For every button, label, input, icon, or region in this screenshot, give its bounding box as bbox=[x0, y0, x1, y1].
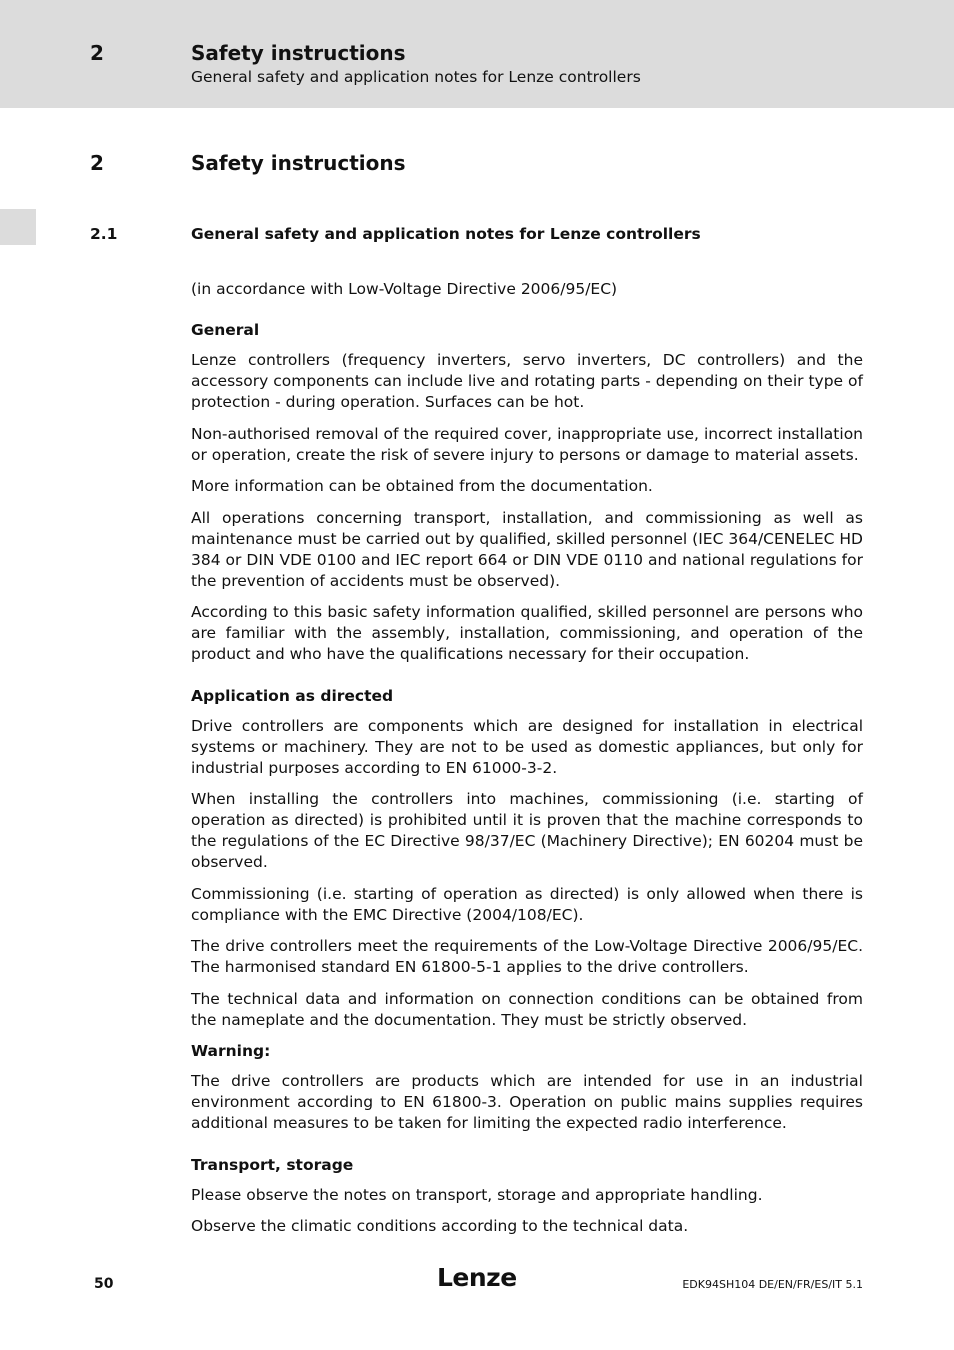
page-number: 50 bbox=[94, 1276, 114, 1292]
paragraph: Please observe the notes on transport, storage and appropriate handling. bbox=[191, 1185, 763, 1204]
paragraph: Lenze controllers (frequency inverters, servo inverters, DC controllers) and the accessory components can include live and rotating parts - depending on their type of protection - during operation. Surfaces can be hot. bbox=[191, 351, 863, 411]
paragraph: When installing the controllers into machines, commissioning (i.e. starting of operation as directed) is prohibited until it is proven that the machine corresponds to the regulations of the EC Directive 98/37/EC (Machinery Directive); EN 60204 must be observed. bbox=[191, 790, 863, 871]
paragraph: Observe the climatic conditions according to the technical data. bbox=[191, 1217, 689, 1235]
document-id: EDK94SH104 DE/EN/FR/ES/IT 5.1 bbox=[682, 1278, 863, 1291]
header-chapter-number: 2 bbox=[90, 41, 104, 65]
chapter-number: 2 bbox=[90, 151, 104, 175]
directive-note: (in accordance with Low-Voltage Directive 2006/95/EC) bbox=[191, 280, 618, 298]
header-band bbox=[0, 0, 954, 108]
heading-application: Application as directed bbox=[191, 686, 394, 705]
warning-text: The drive controllers are products which are intended for use in an industrial environment according to EN 61800-3. Operation on public mains supplies requires additional measures to be taken for limiting the expected radio interference. bbox=[191, 1072, 863, 1132]
paragraph: The drive controllers meet the requirements of the Low-Voltage Directive 2006/95/EC. The harmonised standard EN 61800-5-1 applies to the drive controllers. bbox=[191, 937, 863, 976]
section-number: 2.1 bbox=[90, 225, 118, 243]
body-content bbox=[191, 279, 863, 1248]
paragraph: The technical data and information on connection conditions can be obtained from the nameplate and the documentation. They must be strictly observed. bbox=[191, 989, 863, 1029]
lenze-logo: Lenze bbox=[437, 1263, 517, 1292]
paragraph: More information can be obtained from the documentation. bbox=[191, 477, 653, 495]
chapter-title: Safety instructions bbox=[191, 151, 406, 175]
heading-transport: Transport, storage bbox=[191, 1155, 354, 1174]
paragraph: All operations concerning transport, installation, and commissioning as well as maintenance must be carried out by qualified, skilled personnel (IEC 364/CENELEC HD 384 or DIN VDE 0100 and IEC report 664 or DIN VDE 0110 and national regulations for the prevention of accidents must be observed). bbox=[191, 508, 863, 590]
header-chapter-title: Safety instructions bbox=[191, 41, 406, 65]
paragraph: Drive controllers are components which are designed for installation in electrical systems or machinery. They are not to be used as domestic appliances, but only for industrial purposes according to EN 61000-3-2. bbox=[191, 716, 863, 777]
paragraph: Non-authorised removal of the required cover, inappropriate use, incorrect installation or operation, create the risk of severe injury to persons or damage to material assets. bbox=[191, 424, 863, 464]
warning-label: Warning: bbox=[191, 1042, 271, 1060]
header-subtitle: General safety and application notes for Lenze controllers bbox=[191, 68, 641, 86]
heading-general: General bbox=[191, 321, 260, 339]
paragraph: According to this basic safety information qualified, skilled personnel are persons who are familiar with the assembly, installation, commissioning, and operation of the product and who have the qualifications necessary for their occupation. bbox=[191, 603, 863, 663]
chapter-side-tab bbox=[0, 209, 36, 245]
section-title: General safety and application notes for Lenze controllers bbox=[191, 225, 701, 243]
paragraph: Commissioning (i.e. starting of operation as directed) is only allowed when there is compliance with the EMC Directive (2004/108/EC). bbox=[191, 884, 863, 924]
